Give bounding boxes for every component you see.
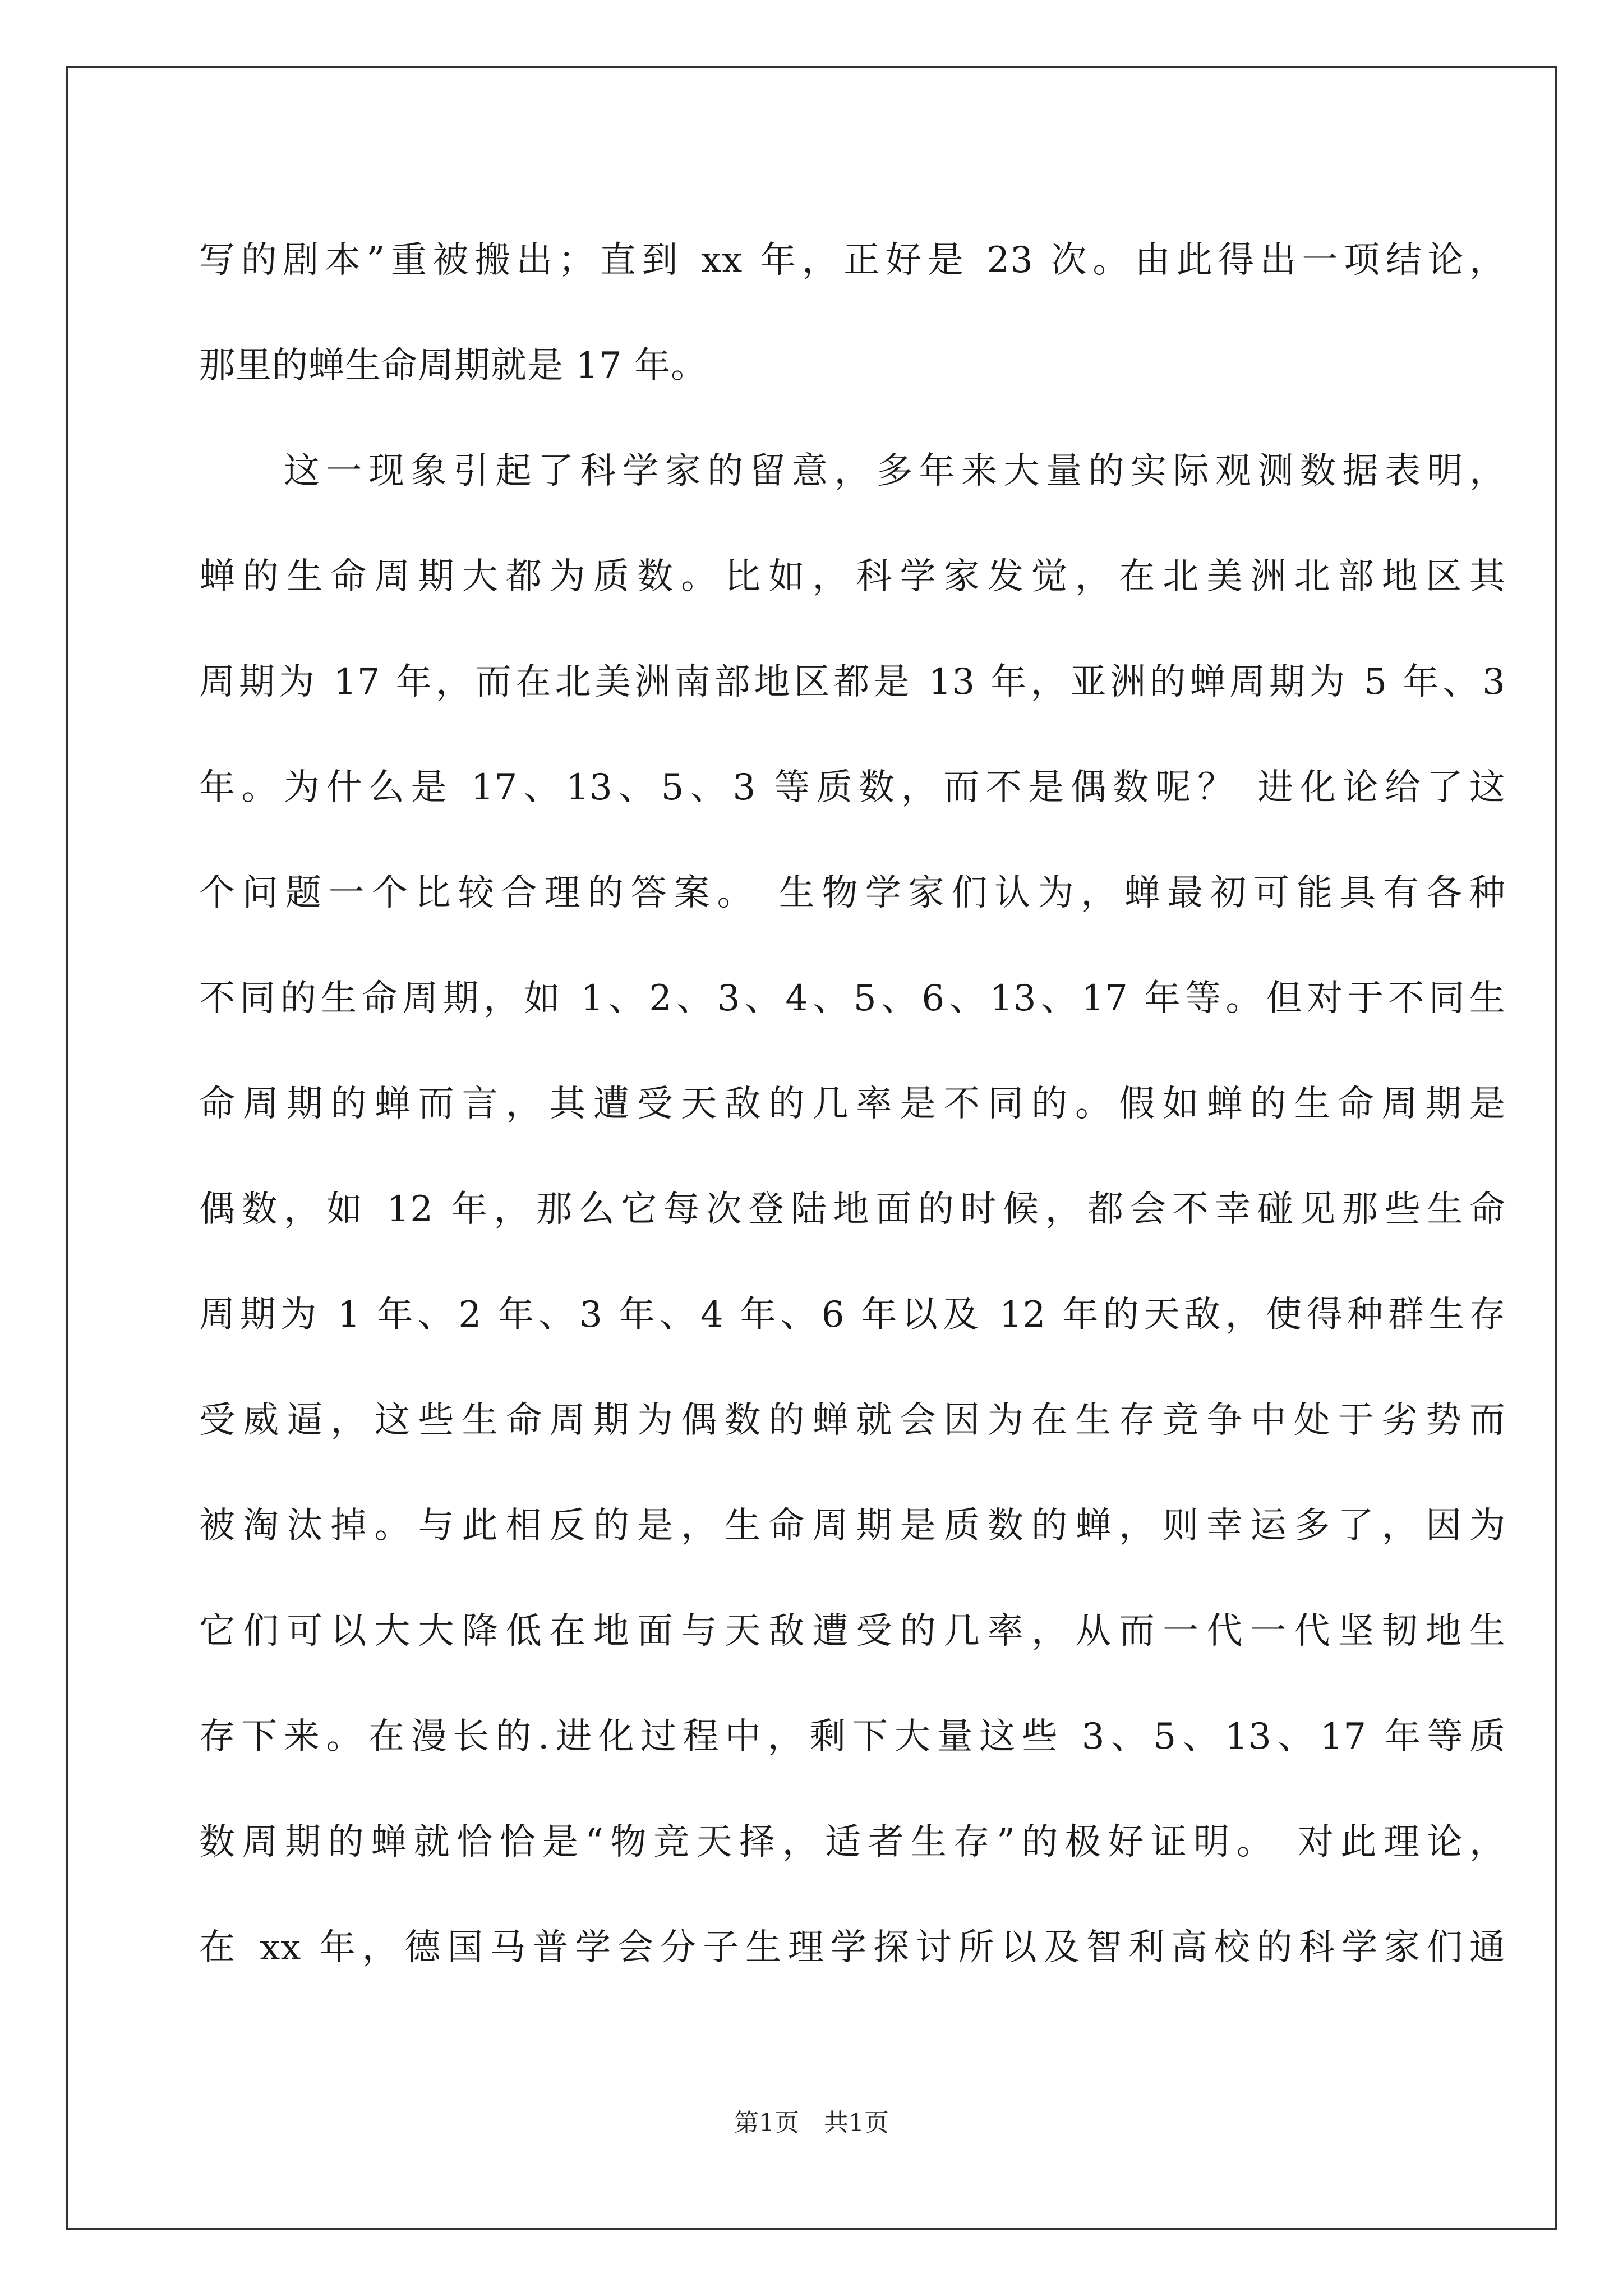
text-line: 不同的生命周期，如 1、2、3、4、5、6、13、17 年等。但对于不同生: [199, 978, 1506, 1019]
text-line: 在 xx 年，德国马普学会分子生理学探讨所以及智利高校的科学家们通: [199, 1927, 1506, 1968]
text-line: 它们可以大大降低在地面与天敌遭受的几率，从而一代一代坚韧地生: [199, 1611, 1506, 1652]
text-line: 那里的蝉生命周期就是 17 年。: [199, 345, 708, 386]
text-line: 存下来。在漫长的.进化过程中，剩下大量这些 3、5、13、17 年等质: [199, 1716, 1506, 1757]
page-number-footer: 第1页 共1页: [734, 2109, 889, 2137]
text-line: 年。为什么是 17、13、5、3 等质数，而不是偶数呢？ 进化论给了这: [199, 767, 1506, 808]
text-line: 数周期的蝉就恰恰是“物竞天择，适者生存”的极好证明。 对此理论，: [199, 1821, 1506, 1863]
text-line: 被淘汰掉。与此相反的是，生命周期是质数的蝉，则幸运多了，因为: [199, 1505, 1506, 1547]
text-line: 命周期的蝉而言，其遭受天敌的几率是不同的。假如蝉的生命周期是: [199, 1083, 1506, 1125]
text-line: 周期为 1 年、2 年、3 年、4 年、6 年以及 12 年的天敌，使得种群生存: [199, 1294, 1506, 1336]
text-line: 蝉的生命周期大都为质数。比如，科学家发觉，在北美洲北部地区其: [199, 556, 1506, 597]
body-text: [199, 208, 1506, 2000]
text-line: 这一现象引起了科学家的留意，多年来大量的实际观测数据表明，: [199, 450, 1506, 492]
text-line: 周期为 17 年，而在北美洲南部地区都是 13 年，亚洲的蝉周期为 5 年、3: [199, 661, 1506, 703]
text-line: 偶数，如 12 年，那么它每次登陆地面的时候，都会不幸碰见那些生命: [199, 1189, 1506, 1230]
text-line: 个问题一个比较合理的答案。 生物学家们认为，蝉最初可能具有各种: [199, 872, 1506, 914]
text-line: 受威逼，这些生命周期为偶数的蝉就会因为在生存竞争中处于劣势而: [199, 1400, 1506, 1441]
text-line: 写的剧本”重被搬出；直到 xx 年，正好是 23 次。由此得出一项结论，: [199, 240, 1506, 281]
